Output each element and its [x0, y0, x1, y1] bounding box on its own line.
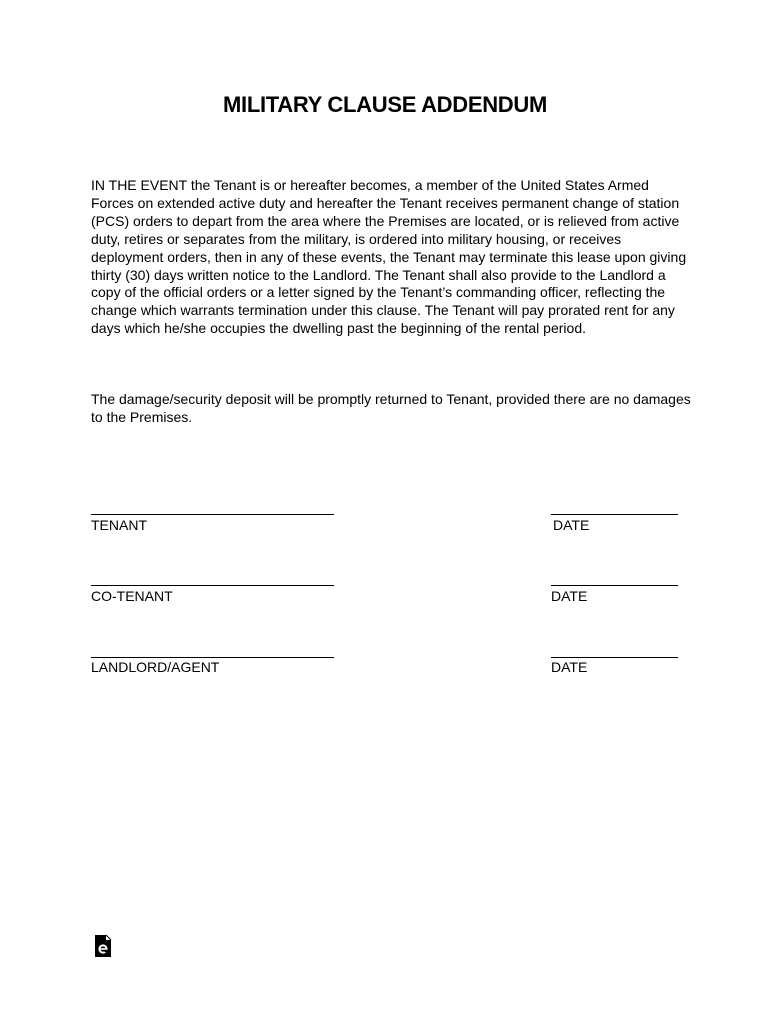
landlord-label: LANDLORD/AGENT: [91, 659, 220, 675]
eforms-document-icon: [94, 934, 112, 958]
co-tenant-label: CO-TENANT: [91, 588, 173, 604]
co-tenant-date-label: DATE: [551, 588, 588, 604]
co-tenant-signature-line: [91, 585, 334, 586]
landlord-date-line: [551, 657, 678, 658]
landlord-date-label: DATE: [551, 659, 588, 675]
tenant-date-label: DATE: [553, 517, 590, 533]
document-title: MILITARY CLAUSE ADDENDUM: [222, 92, 547, 117]
security-deposit-paragraph: The damage/security deposit will be promptly returned to Tenant, provided there are no damages to the Premises.: [91, 391, 691, 425]
tenant-signature-line: [91, 514, 334, 515]
landlord-signature-line: [91, 657, 334, 658]
tenant-date-line: [551, 514, 678, 515]
co-tenant-date-line: [551, 585, 678, 586]
military-clause-paragraph: IN THE EVENT the Tenant is or hereafter becomes, a member of the United States Armed Forces on extended active duty and hereafter the Tenant receives permanent change of station (PCS) orders to depart from the area where the Premises are located, or is relieved from active duty, retires or separates from the military, is ordered into military housing, or receives deployment orders, then in any of these events, the Tenant may terminate this lease upon giving thirty (30) days written notice to the Landlord. The Tenant shall also provide to the Landlord a copy of the official orders or a letter signed by the Tenant’s commanding officer, reflecting the change which warrants termination under this clause. The Tenant will pay prorated rent for any days which he/she occupies the dwelling past the beginning of the rental period.: [91, 177, 687, 337]
tenant-label: TENANT: [91, 517, 147, 533]
